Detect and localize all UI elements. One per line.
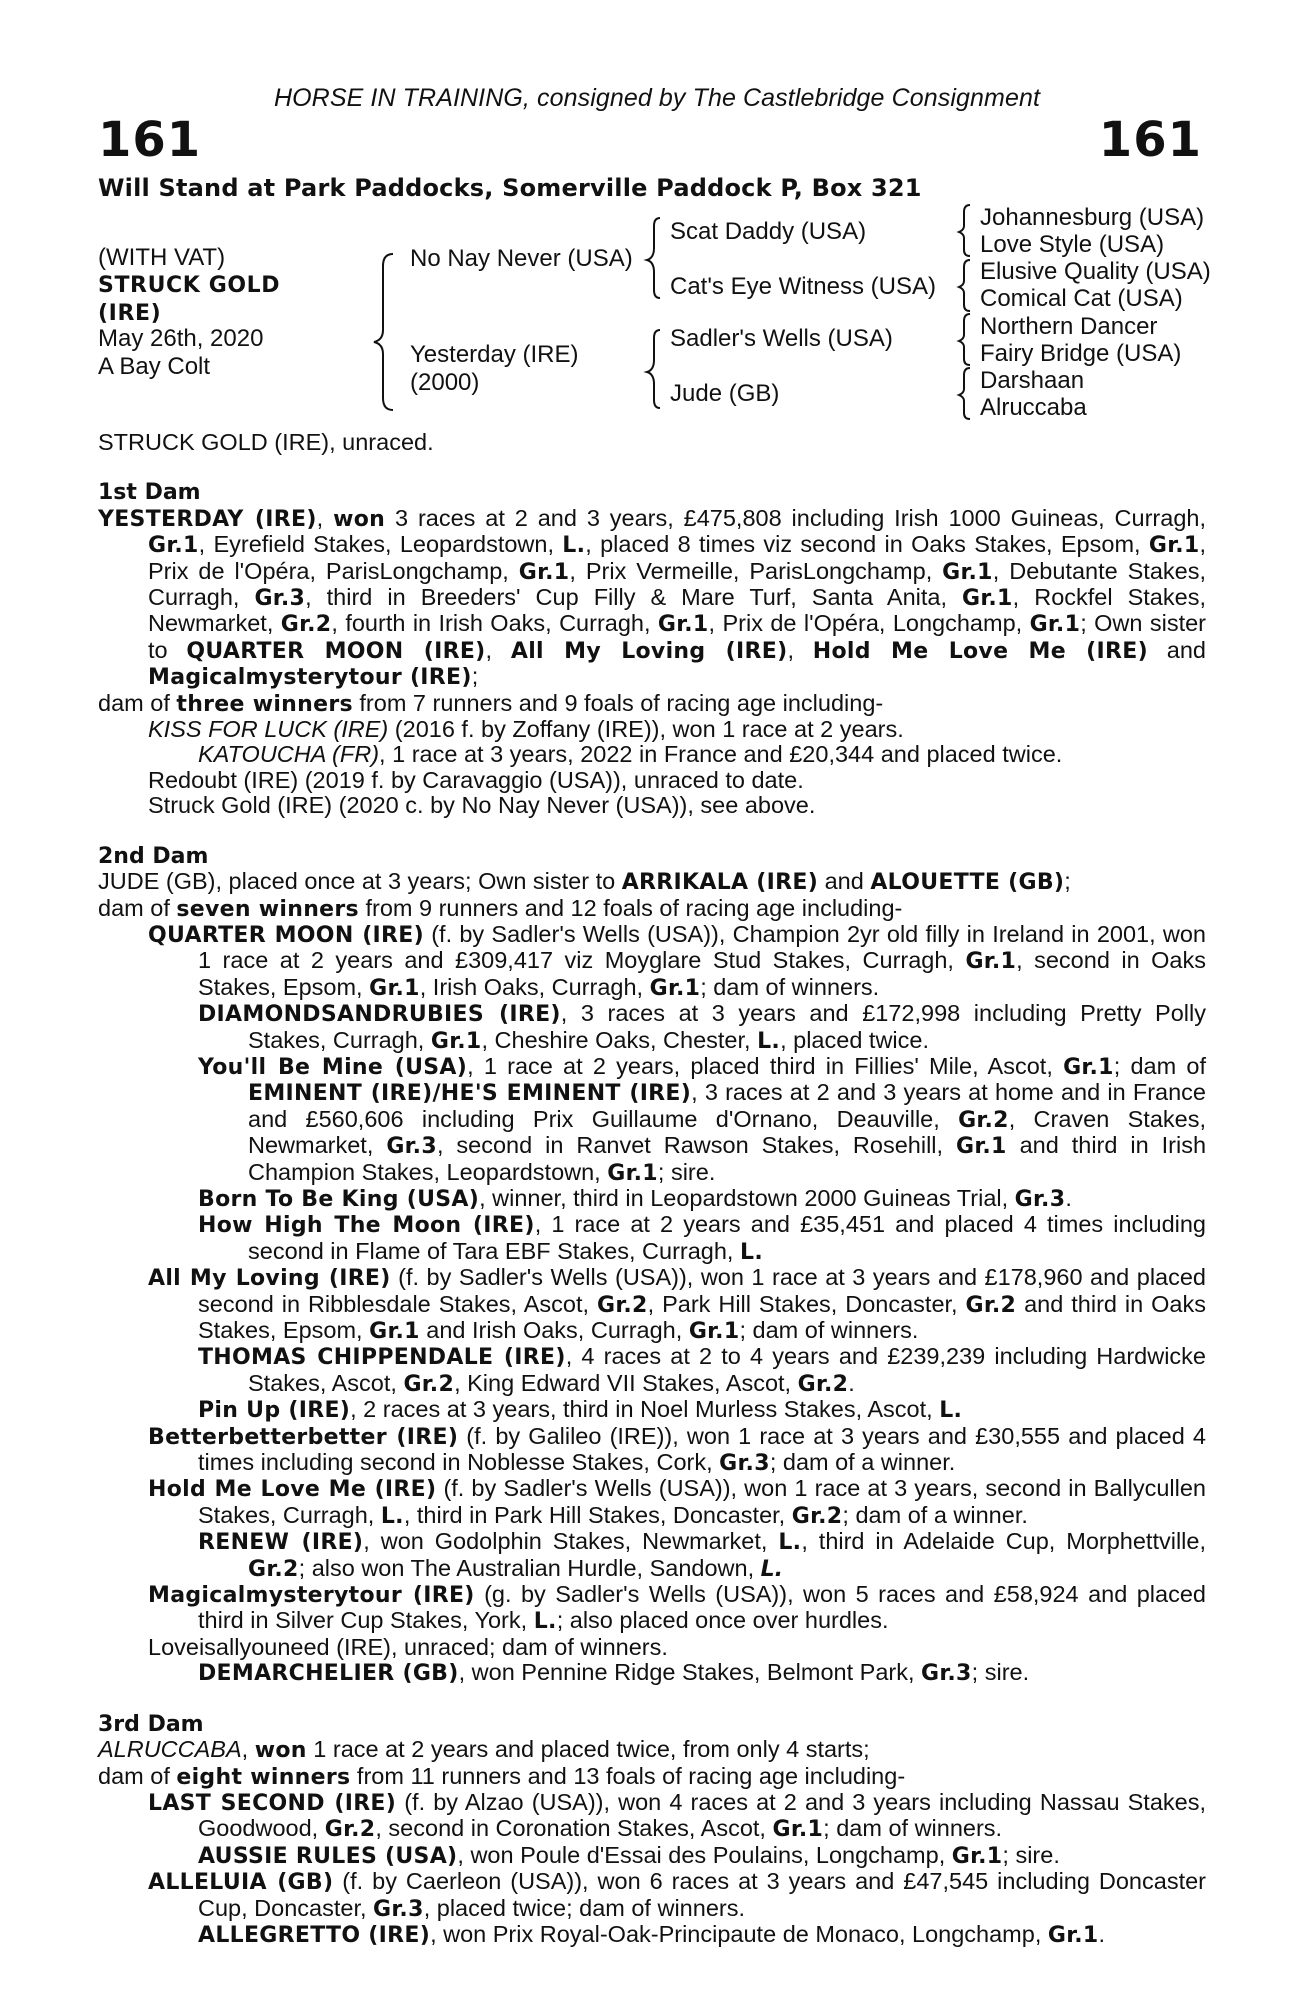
dam1-produce-summary [98,691,1206,717]
bold-run: THOMAS CHIPPENDALE (IRE) [198,1345,566,1371]
italic-run: KISS FOR LUCK (IRE) [148,716,389,743]
bold-run: Gr.1 [1148,533,1200,559]
bold-run: Gr.2 [965,1292,1017,1318]
bold-run: Gr.1 [649,975,701,1001]
bold-run: L. [757,1028,781,1054]
brace-g3 [959,314,970,365]
text-run: , [787,636,813,663]
dam2-para [98,869,1206,895]
bold-run: L. [380,1503,404,1529]
bold-run: All My Loving (IRE) [148,1266,391,1292]
dam2-produce-item [98,1424,1206,1477]
bold-run: Hold Me Love Me (IRE) [812,638,1148,664]
foaling-date: May 26th, 2020 [98,325,264,352]
stand-location: Will Stand at Park Paddocks, Somerville Paddock P, Box 321 [98,174,922,202]
bold-run: DEMARCHELIER (GB) [198,1661,459,1687]
text-run: , won Godolphin Stakes, Newmarket, [363,1528,779,1555]
dam-year: (2000) [410,369,480,396]
dam-dam: Jude (GB) [670,380,780,407]
bold-run: Gr.1 [965,949,1017,975]
bold-run: Gr.1 [1029,612,1081,638]
bold-run: Gr.1 [956,1134,1007,1160]
text-run: and Irish Oaks, Curragh, [419,1317,689,1343]
bold-run: Gr.3 [1014,1186,1066,1212]
text-run: ; dam of a winner. [842,1501,1028,1528]
bold-run: Pin Up (IRE) [198,1398,351,1424]
dam2-produce-item [98,1582,1206,1635]
text-run: , Prix de l'Opéra, Longchamp, [708,610,1030,637]
text-run: (f. by Galileo (IRE)), won 1 race at 3 years and £30,555 and placed 4 times including second in Noblesse Stakes, Cork, [198,1422,1206,1476]
dam2-produce-subitem [98,1660,1206,1686]
text-run: and [818,868,871,895]
dam1-produce-item [98,717,1206,742]
dam2-produce-subitem [98,1529,1206,1582]
text-run: , second in Coronation Stakes, Ascot, [375,1815,773,1842]
bold-run: ALLEGRETTO (IRE) [198,1922,431,1948]
text-run: , won Pennine Ridge Stakes, Belmont Park, [458,1659,922,1686]
dam-sire: Sadler's Wells (USA) [670,325,893,352]
grand-1: Johannesburg (USA) [980,204,1205,231]
text-run: , 1 race at 2 years and £35,451 and placed 4 times including second in Flame of Tara EBF Stakes, Curragh, [248,1211,1207,1264]
text-run: , 3 races at 3 years and £172,998 including Pretty Polly Stakes, Curragh, [248,1000,1206,1053]
bold-run: Gr.2 [403,1371,455,1397]
horse-name-suffix: (IRE) [98,301,162,326]
bold-run: ARRIKALA (IRE) [621,870,819,896]
dam1-produce-item [98,768,1206,793]
text-run: (g. by Sadler's Wells (USA)), won 5 races and £58,924 and placed third in Silver Cup Stakes, York, [198,1581,1206,1634]
dam3-produce-item [98,1790,1206,1843]
bold-run: ALLELUIA (GB) [148,1870,334,1896]
text-run: Struck Gold (IRE) (2020 c. by No Nay Never (USA)), see above. [148,792,816,819]
dam2-produce-subitem [98,1001,1206,1054]
horse-description: A Bay Colt [98,353,211,380]
consignor-line: HORSE IN TRAINING, consigned by The Castlebridge Consignment [273,84,1041,112]
bold-run: Gr.3 [719,1451,770,1477]
text-run: . [848,1369,855,1396]
bold-run: Hold Me Love Me (IRE) [148,1477,437,1503]
dam3-produce-subitem [98,1843,1206,1869]
text-run: ; sire. [1002,1841,1060,1868]
dam2-produce-subitem [98,1212,1206,1265]
bold-run: QUARTER MOON (IRE) [186,638,486,664]
bold-run: Gr.1 [148,533,199,559]
bold-run: Gr.1 [942,559,993,585]
section-heading-3rd-dam: 3rd Dam [98,1711,204,1737]
bold-run: Gr.3 [254,586,306,612]
bold-run: Gr.1 [518,559,570,585]
bold-run: AUSSIE RULES (USA) [198,1843,458,1869]
text-run: , third in Adelaide Cup, Morphettville, [801,1528,1206,1555]
bold-run: Gr.1 [688,1319,740,1344]
grand-5: Northern Dancer [980,313,1158,340]
bold-run: How High The Moon (IRE) [198,1213,535,1239]
bold-run: YESTERDAY (IRE) [98,506,317,532]
bold-run: EMINENT (IRE)/HE'S EMINENT (IRE) [248,1081,692,1107]
text-run: , won Poule d'Essai des Poulains, Longchamp, [457,1841,952,1868]
text-run: ; dam of winners. [739,1317,919,1343]
grand-3: Elusive Quality (USA) [980,258,1211,285]
text-run: from 11 runners and 13 foals of racing age including- [350,1762,906,1789]
dam2-produce-subitem [98,1344,1206,1397]
text-run: ; [1064,868,1071,895]
grand-4: Comical Cat (USA) [980,285,1183,312]
brace-parents [374,254,393,410]
text-run: and [1147,636,1206,663]
text-run: (f. by Sadler's Wells (USA)), won 1 race at 3 years, second in Ballycullen Stakes, Curragh, [198,1475,1206,1528]
text-run: Redoubt (IRE) (2019 f. by Caravaggio (USA)), unraced to date. [148,766,804,793]
text-run: Loveisallyouneed (IRE), unraced; dam of winners. [148,1633,668,1660]
bold-run: LAST SECOND (IRE) [148,1790,397,1816]
text-run: ; Own sister to [148,610,1206,663]
bold-run: won [254,1738,307,1764]
text-run: ; sire. [971,1659,1030,1686]
dam2-produce-summary [98,896,1206,922]
text-run: , Prix de l'Opéra, ParisLongchamp, [148,531,1207,584]
dam2-produce-item [98,922,1206,1001]
bold-run: Gr.2 [324,1817,376,1843]
bold-run: Gr.3 [921,1661,972,1687]
text-run: and third in Irish Champion Stakes, Leopardstown, [248,1132,1207,1185]
text-run: from 7 runners and 9 foals of racing age including- [352,689,884,716]
text-run: , 1 race at 2 years, placed third in Fillies' Mile, Ascot, [467,1052,1064,1079]
text-run: and third in Oaks Stakes, Epsom, [198,1290,1206,1343]
dam2-produce-item [98,1476,1206,1529]
sire-sire: Scat Daddy (USA) [670,218,867,245]
bold-run: seven winners [176,896,359,922]
text-run: , 1 race at 3 years, 2022 in France and £20,344 and placed twice. [379,741,1063,768]
bold-run: All My Loving (IRE) [510,638,788,664]
bold-run: Magicalmysterytour (IRE) [148,1583,475,1609]
text-run: . [1065,1184,1072,1211]
text-run: ; also placed once over hurdles. [556,1607,889,1634]
text-run: , second in Ranvet Rawson Stakes, Rosehill, [436,1132,956,1159]
brace-dam-parents [647,330,660,408]
dam1-produce-item [98,793,1206,818]
bold-run: Gr.1 [962,586,1013,612]
text-run: , King Edward VII Stakes, Ascot, [454,1369,798,1396]
text-run: , Debutante Stakes, Curragh, [148,557,1206,611]
bold-run: Gr.1 [369,1319,420,1344]
text-run: JUDE (GB), placed once at 3 years; Own sister to [98,868,622,895]
lot-number-left: 161 [98,112,202,168]
horse-name: STRUCK GOLD [98,273,281,298]
sire-dam: Cat's Eye Witness (USA) [670,273,936,300]
text-run: , Rockfel Stakes, Newmarket, [148,584,1206,637]
bold-run: L. [562,533,586,559]
text-run: ; dam of winners. [700,973,880,1000]
text-run: ; sire. [657,1158,716,1185]
italic-run: KATOUCHA (FR) [198,741,380,768]
bold-run: You'll Be Mine (USA) [198,1054,468,1080]
text-run: dam of [98,894,177,921]
dam2-produce-item [98,1635,1206,1660]
bold-run: Magicalmysterytour (IRE) [148,665,472,691]
text-run: , Craven Stakes, Newmarket, [248,1105,1206,1159]
dam2-produce-subitem [98,1054,1206,1186]
bold-run: DIAMONDSANDRUBIES (IRE) [198,1002,561,1028]
section-heading-1st-dam: 1st Dam [98,480,201,506]
bold-italic-run: L. [760,1556,784,1582]
bold-run: L. [740,1239,763,1265]
text-run: (f. by Sadler's Wells (USA)), won 1 race at 3 years and £178,960 and placed second in Ribblesdale Stakes, Ascot, [198,1264,1207,1317]
bold-run: three winners [176,691,353,717]
race-record: STRUCK GOLD (IRE), unraced. [98,429,434,455]
bold-run: Gr.1 [430,1028,482,1054]
dam2-produce-item [98,1265,1206,1344]
text-run: dam of [98,689,177,716]
text-run: , placed twice; dam of winners. [423,1894,745,1921]
text-run: (2016 f. by Zoffany (IRE)), won 1 race at 2 years. [388,716,904,743]
text-run: , [485,636,511,663]
italic-run: ALRUCCABA [98,1736,242,1763]
text-run: , third in Breeders' Cup Filly & Mare Turf, Santa Anita, [305,584,963,611]
lot-number-right: 161 [1098,112,1202,168]
text-run: ; dam of [1113,1052,1206,1079]
grand-6: Fairy Bridge (USA) [980,340,1182,367]
dam3-para [98,1737,1206,1763]
text-run: , 3 races at 2 and 3 years at home and in France and £560,606 including Prix Guillaume d'Ornano, Deauville, [248,1079,1206,1132]
bold-run: L. [778,1530,802,1556]
text-run: , third in Park Hill Stakes, Doncaster, [403,1501,792,1528]
text-run: (f. by Caerleon (USA)), won 6 races at 3 years and £47,545 including Doncaster Cup, Doncaster, [198,1868,1206,1921]
bold-run: Betterbetterbetter (IRE) [148,1424,459,1450]
dam3-produce-item [98,1869,1206,1922]
brace-g1 [959,205,970,256]
dam2-produce-subitem [98,1397,1206,1423]
text-run: , Cheshire Oaks, Chester, [481,1026,758,1053]
bold-run: QUARTER MOON (IRE) [148,922,424,948]
text-run: , 2 races at 3 years, third in Noel Murless Stakes, Ascot, [350,1396,940,1423]
bold-run: Gr.1 [369,975,420,1001]
text-run: ; dam of a winner. [769,1449,956,1476]
text-run: , Irish Oaks, Curragh, [419,973,650,1000]
sire: No Nay Never (USA) [410,245,633,272]
bold-run: Gr.1 [607,1160,658,1186]
text-run: , won Prix Royal-Oak-Principaute de Monaco, Longchamp, [430,1920,1048,1947]
text-run: 3 races at 2 and 3 years, £475,808 including Irish 1000 Guineas, Curragh, [385,504,1206,531]
text-run: , Park Hill Stakes, Doncaster, [647,1290,966,1317]
text-run: , placed twice. [780,1026,929,1053]
text-run: , placed 8 times viz second in Oaks Stakes, Epsom, [585,531,1149,558]
bold-run: Gr.1 [772,1817,824,1843]
text-run: ; dam of winners. [823,1815,1003,1842]
text-run: , Prix Vermeille, ParisLongchamp, [569,557,943,584]
text-run: , [241,1736,255,1763]
text-run: (f. by Alzao (USA)), won 4 races at 2 and 3 years including Nassau Stakes, Goodwood, [198,1788,1206,1842]
brace-g2 [959,260,970,311]
bold-run: Gr.2 [280,612,332,638]
text-run: , fourth in Irish Oaks, Curragh, [331,610,658,637]
grand-8: Alruccaba [980,394,1087,421]
bold-run: won [333,506,386,532]
catalogue-body [98,430,1206,1948]
bold-run: L. [533,1609,557,1635]
bold-run: Gr.1 [657,612,709,638]
text-run: , winner, third in Leopardstown 2000 Guineas Trial, [479,1184,1015,1211]
bold-run: Born To Be King (USA) [198,1186,480,1212]
bold-run: L. [939,1398,963,1424]
bold-run: Gr.2 [596,1292,648,1318]
text-run: from 9 runners and 12 foals of racing age including- [358,894,903,921]
bold-run: Gr.2 [791,1503,843,1529]
bold-run: eight winners [176,1764,351,1790]
text-run: , [316,504,334,531]
bold-run: Gr.1 [1047,1922,1099,1948]
bold-run: ALOUETTE (GB) [870,870,1065,896]
text-run: , Eyrefield Stakes, Leopardstown, [198,531,563,558]
vat-note: (WITH VAT) [98,244,226,271]
bold-run: Gr.2 [248,1556,299,1582]
grand-7: Darshaan [980,367,1085,394]
text-run: (f. by Sadler's Wells (USA)), Champion 2yr old filly in Ireland in 2001, won 1 race at 2 years and £309,417 viz Moyglare Stud Stakes, Curragh, [198,920,1206,974]
section-heading-2nd-dam: 2nd Dam [98,843,209,869]
bold-run: Gr.1 [1063,1054,1114,1080]
bold-run: Gr.1 [951,1843,1003,1869]
dam1-produce-subitem [98,742,1206,767]
brace-g4 [959,368,970,419]
text-run: dam of [98,1762,177,1789]
bold-run: Gr.3 [386,1134,437,1160]
dam1-para [98,506,1206,691]
brace-sire-parents [647,218,660,298]
bold-run: Gr.2 [958,1107,1009,1133]
text-run: ; also won The Australian Hurdle, Sandown, [298,1554,761,1581]
bold-run: Gr.3 [373,1896,424,1922]
text-run: . [1098,1920,1106,1947]
dam: Yesterday (IRE) [410,341,579,368]
text-run: 1 race at 2 years and placed twice, from only 4 starts; [306,1736,870,1763]
bold-run: Gr.2 [797,1371,849,1397]
bold-run: RENEW (IRE) [198,1530,364,1556]
dam3-produce-subitem [98,1922,1206,1948]
dam3-produce-summary [98,1764,1206,1790]
text-run: , 4 races at 2 to 4 years and £239,239 including Hardwicke Stakes, Ascot, [248,1343,1206,1396]
grand-2: Love Style (USA) [980,231,1165,258]
dam2-produce-subitem [98,1186,1206,1212]
text-run: ; [471,663,479,690]
text-run: , second in Oaks Stakes, Epsom, [198,947,1206,1000]
